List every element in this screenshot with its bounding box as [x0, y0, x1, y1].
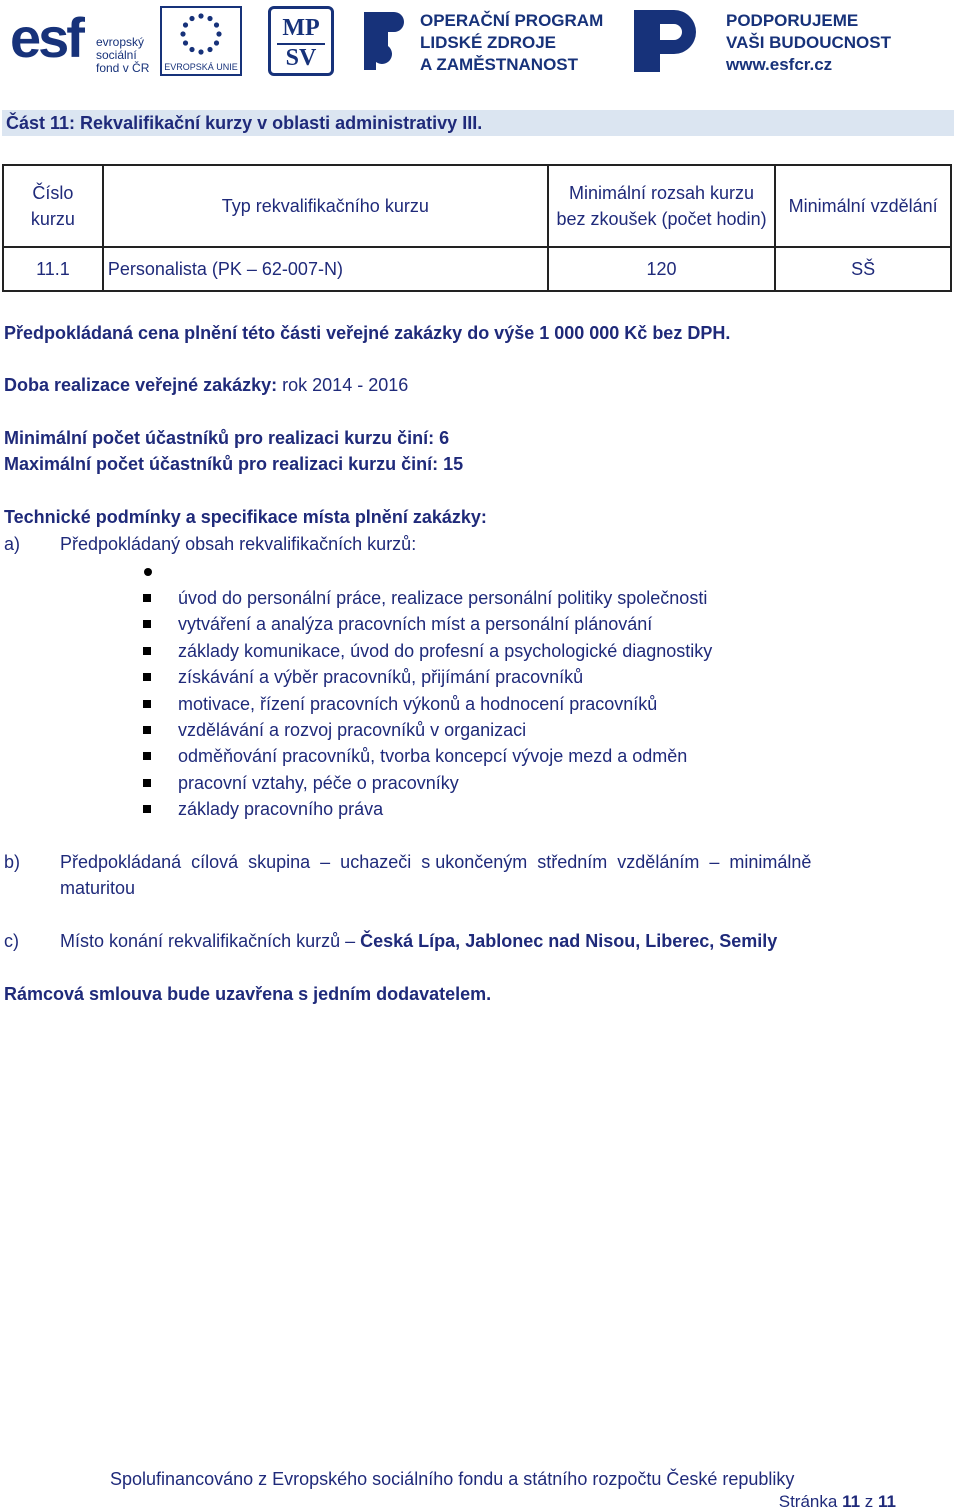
square-bullet-icon [143, 620, 151, 628]
topics-list [0, 585, 712, 823]
item-c-text [60, 928, 777, 954]
item-b-label: b) [4, 852, 21, 872]
list-item [0, 585, 712, 611]
mpsv-bottom: SV [285, 45, 317, 71]
esf-logo-caption [96, 36, 149, 75]
list-item [0, 796, 712, 822]
price-line: Předpokládaná cena plnění této části veřejné zakázky do výše 1 000 000 Kč bez DPH. [4, 323, 731, 343]
header-min-hours: Minimální rozsah kurzu bez zkoušek (počet hodin) [548, 165, 776, 247]
table-header-row [3, 165, 951, 247]
page-number [779, 1492, 896, 1512]
table-row [3, 247, 951, 291]
mpsv-top: MP [282, 15, 320, 41]
max-participants: Maximální počet účastníků pro realizaci kurzu činí: 15 [4, 454, 464, 474]
cell-min-education: SŠ [775, 247, 951, 291]
podporujeme-logo-text [726, 10, 891, 76]
cofinance-footer: Spolufinancováno z Evropského sociálního fondu a státního rozpočtu České republiky [110, 1469, 795, 1489]
topic-text: získávání a výběr pracovníků, přijímání pracovníků [178, 667, 584, 688]
course-table [2, 164, 952, 292]
esf-caption-line3: fond v ČR [96, 61, 150, 75]
header-logos [0, 0, 960, 84]
square-bullet-icon [143, 647, 151, 655]
topic-text: úvod do personální práce, realizace personální politiky společnosti [178, 588, 708, 608]
op-lzz-logo-text [420, 10, 603, 76]
duration-label: Doba realizace veřejné zakázky: [4, 375, 278, 395]
framework-contract-note: Rámcová smlouva bude uzavřena s jedním dodavatelem. [4, 984, 492, 1004]
mpsv-logo [268, 6, 334, 76]
list-item [0, 717, 712, 743]
eu-label: EVROPSKÁ UNIE [164, 62, 238, 72]
topic-text: základy pracovního práva [178, 799, 384, 820]
page-total: 11 [878, 1492, 896, 1511]
square-bullet-icon [143, 726, 151, 734]
square-bullet-icon [143, 673, 151, 681]
topic-text: vytváření a analýza pracovních míst a personální plánování [178, 614, 653, 635]
square-bullet-icon [143, 805, 151, 813]
topic-text: vzdělávání a rozvoj pracovníků v organizaci [178, 719, 527, 740]
duration-value: rok 2014 - 2016 [277, 375, 409, 395]
esf-caption-line2: sociální [96, 48, 137, 62]
item-c-label: c) [4, 931, 19, 951]
pb-line3: www.esfcr.cz [726, 55, 833, 74]
item-a-label: a) [4, 534, 21, 554]
pb-monogram-icon [630, 6, 700, 76]
item-b-line1: Předpokládaná cílová skupina – uchazeči s ukončeným středním vzděláním – minimálně [60, 852, 812, 872]
topic-text: odměňování pracovníků, tvorba koncepcí vývoje mezd a odměn [178, 746, 688, 767]
eu-flag-logo [160, 6, 242, 76]
pb-line1: PODPORUJEME [726, 11, 859, 30]
item-c-prefix: Místo konání rekvalifikačních kurzů – [60, 931, 361, 951]
min-participants: Minimální počet účastníků pro realizaci kurzu činí: 6 [4, 428, 450, 448]
square-bullet-icon [143, 779, 151, 787]
eu-stars-icon [162, 10, 240, 60]
technical-heading: Technické podmínky a specifikace místa plnění zakázky: [4, 507, 487, 527]
op-line3: A ZAMĚSTNANOST [420, 55, 579, 74]
topic-text: motivace, řízení pracovních výkonů a hodnocení pracovníků [178, 693, 658, 714]
esf-logo-letters: esf [10, 6, 82, 69]
cell-course-type: Personalista (PK – 62-007-N) [103, 247, 548, 291]
list-item [0, 691, 712, 717]
list-item [0, 743, 712, 769]
page-current: 11 [842, 1492, 861, 1511]
topic-text: pracovní vztahy, péče o pracovníky [178, 772, 459, 793]
cell-course-number: 11.1 [3, 247, 103, 291]
square-bullet-icon [143, 700, 151, 708]
duration-line [4, 372, 408, 398]
square-bullet-icon [143, 594, 151, 602]
page-word: Stránka [778, 1492, 838, 1511]
header-course-number: Číslo kurzu [3, 165, 103, 247]
item-a-text: Předpokládaný obsah rekvalifikačních kurzů: [60, 534, 417, 554]
list-item [0, 638, 712, 664]
topic-text: základy komunikace, úvod do profesní a psychologické diagnostiky [178, 640, 713, 661]
round-bullet-icon [144, 568, 152, 576]
list-item [0, 770, 712, 796]
list-item [0, 664, 712, 690]
esf-caption-line1: evropský [96, 35, 145, 49]
op-line1: OPERAČNÍ PROGRAM [420, 11, 604, 30]
op-line2: LIDSKÉ ZDROJE [420, 33, 557, 52]
pb-line2: VAŠI BUDOUCNOST [726, 33, 891, 52]
square-bullet-icon [143, 752, 151, 760]
puzzle-icon [360, 6, 410, 76]
item-c-places: Česká Lípa, Jablonec nad Nisou, Liberec, Semily [360, 931, 778, 951]
item-b-line2: maturitou [60, 878, 136, 898]
cell-min-hours: 120 [548, 247, 776, 291]
page-of-word: z [864, 1492, 874, 1511]
header-course-type: Typ rekvalifikačního kurzu [103, 165, 548, 247]
section-title: Část 11: Rekvalifikační kurzy v oblasti administrativy III. [2, 110, 954, 136]
esf-logo [10, 6, 154, 76]
header-min-education: Minimální vzdělání [775, 165, 951, 247]
list-item [0, 611, 712, 637]
